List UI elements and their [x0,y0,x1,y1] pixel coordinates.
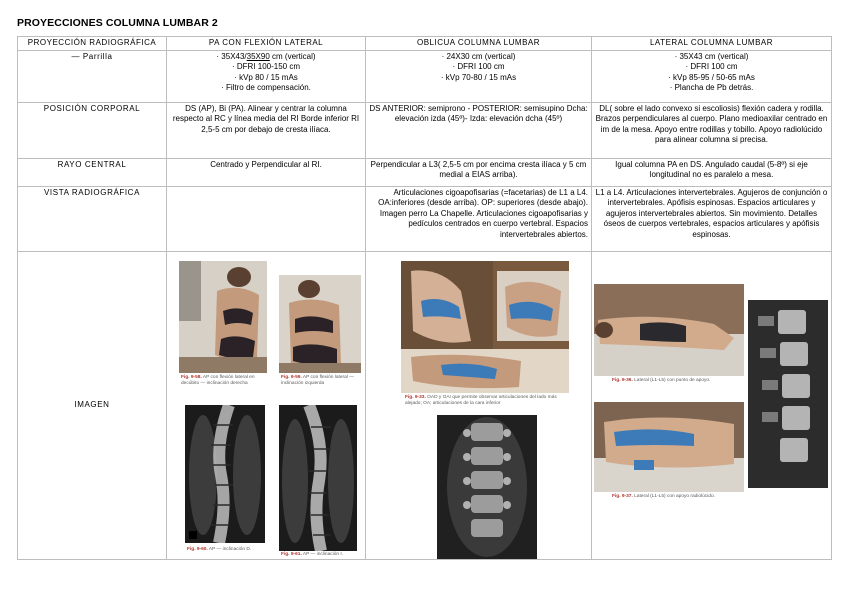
spine-xray-illustration [185,405,265,543]
oblicua-vista: Articulaciones cigoapofisarias (=facetarias) de L1 a L4. OA:inferiores (desde arriba). OP: superiores (desde abajo). Imagen perro La Chapelle. Articulaciones cigoapofisarias y pedículos centrados en cuerpo vertebral. Espacios intervertebrales abiertos. [366,187,592,252]
lateral-parrilla-line: · Plancha de Pb detrás. [669,83,754,93]
lateral-vista: L1 a L4. Articulaciones intervertebrales. Agujeros de conjunción o intervertebrales. Apófisis espinosas. Espacios articulares y agujeros intervertebrales abiertos. Sin movimiento. Detalles óseos de cuerpos vertebrales, espacios articulares y apófisis espinosas. [592,187,832,252]
oblicua-posicion: DS ANTERIOR: semiprono - POSTERIOR: semisupino Dcha: elevación izda (45º)- Izda: elevación dcha (45º) [366,103,592,159]
patient-supine-illustration [179,261,267,373]
oblicua-parrilla-line: · 24X30 cm (vertical) [441,52,516,61]
pa-posicion: DS (AP), Bi (PA). Alinear y centrar la columna respecto al RC y línea media del RI Borde inferior RI 2,5-5 cm por debajo de cresta ilíaca. [167,103,366,159]
caption-fig-9-59: Fig. 9-59. AP con flexión lateral — inclinación izquierda [281,375,354,386]
header-pa-flexion: PA CON FLEXIÓN LATERAL [167,37,366,51]
pa-rayo: Centrado y Perpendicular al RI. [167,159,366,187]
pa-vista [167,187,366,252]
caption-fig-9-60: Fig. 9-60. AP — inclinación D. [187,547,252,552]
header-oblicua: OBLICUA COLUMNA LUMBAR [366,37,592,51]
oblicua-parrilla-line: · kVp 70-80 / 15 mAs [440,72,517,82]
lateral-photo-top [594,284,744,376]
oblicua-parrilla [366,51,592,103]
lateral-parrilla [592,51,832,103]
patient-lateral-illustration [594,284,744,376]
label-parrilla: — Parrilla [18,51,167,103]
lateral-xray [748,300,828,488]
lateral-parrilla-line: · 35X43 cm (vertical) [674,52,749,61]
oblicua-parrilla-line: · DFRI 100 cm [452,62,505,72]
patient-lateral-illustration [594,402,744,492]
oblicua-rayo: Perpendicular a L3( 2,5-5 cm por encima cresta ilíaca y 5 cm medial a EIAS arriba). [366,159,592,187]
label-imagen: IMAGEN [18,252,167,560]
oblicua-photo-block [401,261,569,393]
lateral-posicion: DL( sobre el lado convexo si escoliosis) flexión cadera y rodilla. Brazos perpendiculares al cuerpo. Plano medioaxilar centrado en im de la mesa. Apoyo entre rodillas y tobillo. Apoyo radiolúcido para alinear columna si precisa. [592,103,832,159]
patient-oblique-illustration [401,261,569,393]
pa-parrilla-line4: · Filtro de compensación. [221,83,311,93]
caption-fig-9-37: Fig. 9-37. Lateral (L1-L5) con apoyo radiolúcido. [612,494,715,499]
spine-xray-illustration [437,415,537,559]
pa-photo-right-bend [179,261,267,373]
row-rayo [18,159,832,187]
patient-supine-illustration [279,275,361,373]
lateral-parrilla-line: · kVp 85-95 / 50-65 mAs [668,72,755,82]
oblicua-figure-group [401,259,571,561]
spine-xray-illustration [748,300,828,488]
page-title: PROYECCIONES COLUMNA LUMBAR 2 [17,17,218,29]
pa-xray-left [185,405,265,543]
header-projection: PROYECCIÓN RADIOGRÁFICA [18,37,167,51]
caption-fig-9-61: Fig. 9-61. AP — inclinación I. [281,552,344,557]
caption-fig-9-33: Fig. 9-33. OAD y OAI que permite observar articulaciones del lado más alejado; OA; articulaciones de la cara inferior [405,395,557,406]
lateral-photo-bottom [594,402,744,492]
pa-photo-left-bend [279,275,361,373]
row-parrilla [18,51,832,103]
caption-fig-9-36: Fig. 9-36. Lateral (L1-L5) con punto de apoyo. [612,378,711,383]
oblicua-xray [437,415,537,559]
lateral-figure-group [592,284,830,510]
pa-xray-right [279,405,357,551]
pa-parrilla-line1: · 35X43/35X90 cm (vertical) [216,52,316,61]
header-row [18,37,832,51]
row-vista [18,187,832,252]
spine-xray-illustration [279,405,357,551]
pa-parrilla [167,51,366,103]
pa-parrilla-line3: · kVp 80 / 15 mAs [234,72,298,82]
label-rayo: RAYO CENTRAL [18,159,167,187]
lateral-parrilla-line: · DFRI 100 cm [685,62,738,72]
row-posicion [18,103,832,159]
pa-parrilla-line2: · DFRI 100-150 cm [231,62,301,72]
label-posicion: POSICIÓN CORPORAL [18,103,167,159]
pa-flexion-figure-group [175,259,371,559]
label-vista: VISTA RADIOGRÁFICA [18,187,167,252]
caption-fig-9-58: Fig. 9-58. AP con flexión lateral en decúbito — inclinación derecha [181,375,255,386]
lateral-rayo: Igual columna PA en DS. Angulado caudal (5-8º) si eje longitudinal no es paralelo a mesa. [592,159,832,187]
header-lateral: LATERAL COLUMNA LUMBAR [592,37,832,51]
